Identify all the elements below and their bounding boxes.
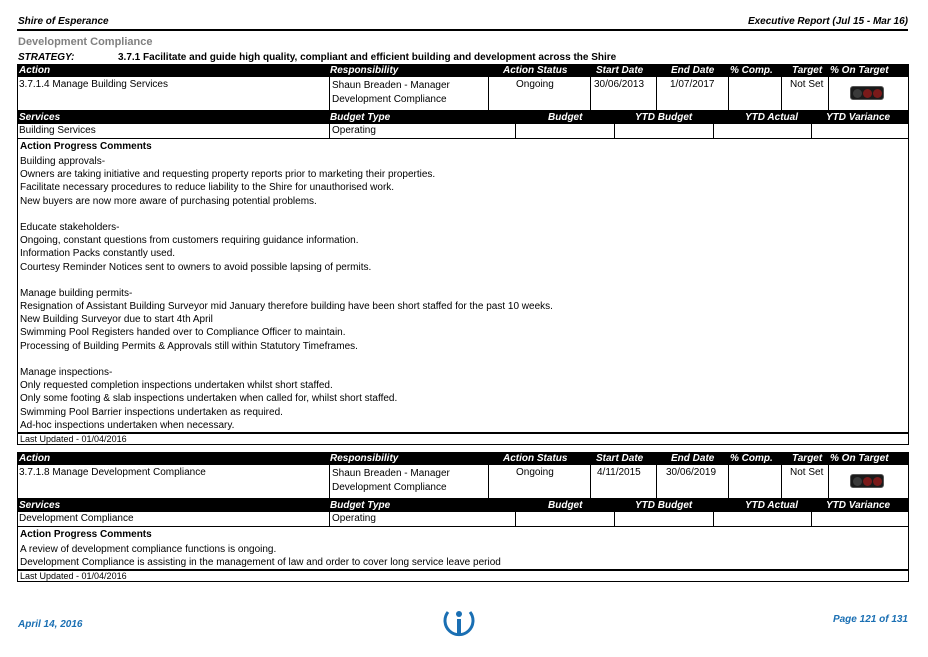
col-on-target: % On Target [830,65,889,76]
comments-title: Action Progress Comments [20,141,152,152]
col-ytd-actual: YTD Actual [745,500,798,511]
col-comp: % Comp. [730,453,773,464]
col-status: Action Status [503,453,568,464]
action-block-2 [17,452,909,582]
comment-line: Manage inspections- [20,367,113,378]
comment-line: Development Compliance is assisting in the management of law and order to cover long service leave period [20,557,501,569]
comment-line [18,353,908,366]
end-date: 1/07/2017 [670,79,715,90]
traffic-light-icon [850,86,884,100]
organisation-name: Shire of Esperance [18,16,109,27]
action-name: 3.7.1.4 Manage Building Services [19,79,168,90]
comment-line: Only some footing & slab inspections undertaken when called for, whilst short staffed. [20,393,398,405]
comments-title: Action Progress Comments [20,529,152,540]
traffic-light-icon [850,474,884,488]
col-on-target: % On Target [830,453,889,464]
services-header-bar [17,111,909,124]
report-title: Executive Report (Jul 15 - Mar 16) [747,16,908,27]
responsibility-line-2: Development Compliance [332,482,447,493]
col-services: Services [19,112,61,123]
col-start: Start Date [596,65,644,76]
services-header-bar [17,499,909,512]
col-budget: Budget [548,500,583,511]
comments-body [18,153,908,432]
budget-type: Operating [332,513,376,524]
target-value: Not Set [790,467,824,478]
comment-line: Educate stakeholders- [20,221,120,233]
col-services: Services [19,500,61,511]
responsibility-line-1: Shaun Breaden - Manager [332,468,450,479]
comment-line: Facilitate necessary procedures to reduce liability to the Shire for unauthorised work. [20,182,395,194]
footer-page-number: Page 121 of 131 [832,614,908,625]
comment-line: Processing of Building Permits & Approvals still within Statutory Timeframes. [20,340,358,352]
last-updated: Last Updated - 01/04/2016 [17,570,909,582]
col-budget: Budget [548,112,583,123]
col-ytd-actual: YTD Actual [745,112,798,123]
shire-logo-icon [440,606,478,638]
col-end: End Date [671,65,715,76]
comment-line: Resignation of Assistant Building Surveyor mid January therefore building have been short staffed for the past 10 weeks. [20,301,553,313]
col-ytd-budget: YTD Budget [635,500,693,511]
comment-line: Courtesy Reminder Notices sent to owners to avoid possible lapsing of permits. [20,261,372,273]
comment-line: Ad-hoc inspections undertaken when necessary. [20,419,235,431]
comment-line: Swimming Pool Barrier inspections undertaken as required. [20,406,283,418]
section-title: Development Compliance [18,36,153,48]
col-responsibility: Responsibility [330,65,399,76]
service-name: Development Compliance [19,513,134,524]
col-ytd-variance: YTD Variance [826,112,891,123]
start-date: 30/06/2013 [594,79,645,90]
responsibility-line-1: Shaun Breaden - Manager [332,80,450,91]
col-responsibility: Responsibility [330,453,399,464]
service-row [17,124,909,139]
action-status: Ongoing [516,467,554,478]
footer-date: April 14, 2016 [18,619,83,630]
comment-line [18,274,908,287]
comment-line: Manage building permits- [20,287,133,299]
progress-comments [17,139,909,433]
action-header-bar [17,64,909,77]
comment-line: Information Packs constantly used. [20,248,176,260]
comments-body [18,541,908,569]
col-action: Action [19,65,51,76]
action-row [17,465,909,499]
comment-line: A review of development compliance functions is ongoing. [20,544,277,555]
service-name: Building Services [19,125,96,136]
progress-comments [17,527,909,570]
end-date: 30/06/2019 [666,467,717,478]
comment-line: Owners are taking initiative and requesting property reports prior to marketing their properties. [20,169,436,181]
col-ytd-budget: YTD Budget [635,112,693,123]
header-divider [17,29,908,31]
comment-line: New Building Surveyor due to start 4th April [20,314,213,326]
start-date: 4/11/2015 [597,467,641,478]
col-budget-type: Budget Type [330,112,391,123]
strategy-label: STRATEGY: [18,52,75,63]
col-start: Start Date [596,453,644,464]
col-target: Target [792,65,823,76]
action-name: 3.7.1.8 Manage Development Compliance [19,467,206,478]
target-value: Not Set [790,79,824,90]
budget-type: Operating [332,125,376,136]
comment-line: Building approvals- [20,156,106,167]
service-row [17,512,909,527]
comment-line: New buyers are now more aware of purchasing potential problems. [20,195,317,207]
col-target: Target [792,453,823,464]
comment-line: Only requested completion inspections undertaken whilst short staffed. [20,380,333,392]
last-updated: Last Updated - 01/04/2016 [17,433,909,445]
comment-line [18,208,908,221]
col-action: Action [19,453,51,464]
action-status: Ongoing [516,79,554,90]
col-ytd-variance: YTD Variance [826,500,891,511]
col-status: Action Status [503,65,568,76]
action-row [17,77,909,111]
col-budget-type: Budget Type [330,500,391,511]
comment-line: Swimming Pool Registers handed over to Compliance Officer to maintain. [20,327,346,339]
col-comp: % Comp. [730,65,773,76]
action-header-bar [17,452,909,465]
strategy-text: 3.7.1 Facilitate and guide high quality, compliant and efficient building and development across the Shire [118,52,617,63]
comment-line: Ongoing, constant questions from customers requiring guidance information. [20,235,359,247]
action-block-1 [17,64,909,445]
responsibility-line-2: Development Compliance [332,94,447,105]
col-end: End Date [671,453,715,464]
